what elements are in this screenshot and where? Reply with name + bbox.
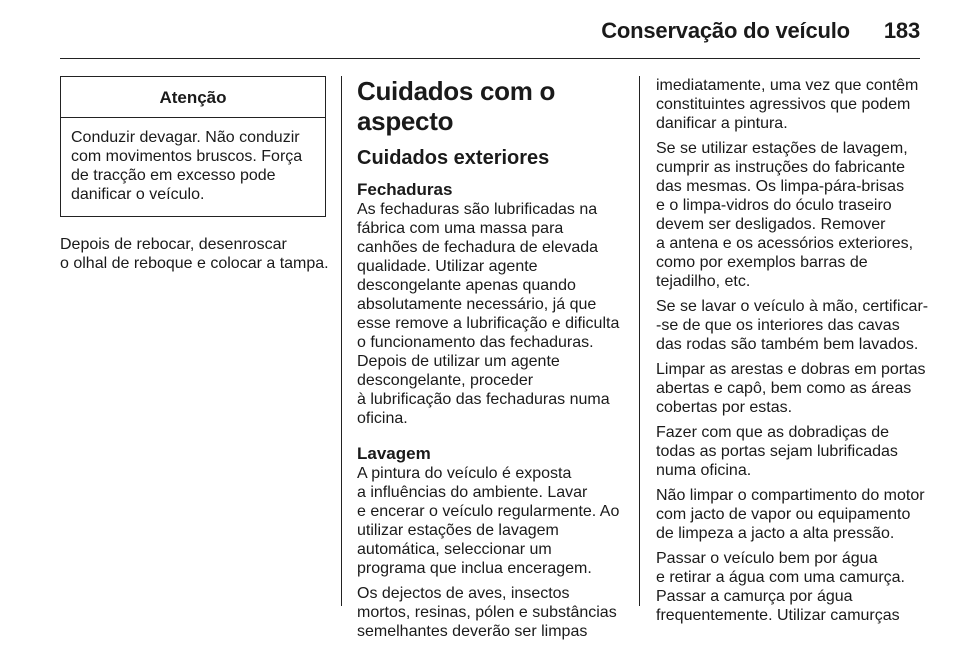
column-3 [656, 76, 929, 631]
warning-heading: Atenção [61, 77, 325, 118]
text-line: descongelante apenas quando [357, 277, 576, 294]
text-line: com jacto de vapor ou equipamento [656, 506, 911, 523]
paragraph-lavagem-2 [357, 584, 627, 641]
warning-box [60, 76, 326, 217]
text-line: Passar a camurça por água [656, 588, 853, 605]
paragraph-lavagem-1 [357, 464, 627, 578]
text-line: abertas e capô, bem como as áreas [656, 380, 912, 397]
text-line: qualidade. Utilizar agente [357, 258, 538, 275]
text-line: e retirar a água com uma camurça. [656, 569, 905, 586]
text-line: danificar o veículo. [71, 186, 205, 203]
text-line: -se de que os interiores das cavas [656, 317, 900, 334]
text-line: Limpar as arestas e dobras em portas [656, 361, 926, 378]
text-line: das mesmas. Os limpa-pára-brisas [656, 178, 905, 195]
section-title: Cuidados com o aspecto [357, 76, 556, 136]
text-line: Passar o veículo bem por água [656, 550, 878, 567]
text-line: a influências do ambiente. Lavar [357, 484, 588, 501]
header-divider [60, 58, 920, 59]
topic-heading-lavagem: Lavagem [357, 444, 431, 463]
paragraph [656, 423, 924, 480]
paragraph [656, 549, 924, 625]
text-line: numa oficina. [656, 462, 752, 479]
text-line: com movimentos bruscos. Força [71, 148, 303, 165]
subsection-title: Cuidados exteriores [357, 147, 550, 169]
text-line: descongelante, proceder [357, 372, 534, 389]
column-divider-2 [639, 76, 640, 606]
text-line: semelhantes deverão ser limpas [357, 623, 588, 640]
text-line: As fechaduras são lubrificadas na [357, 201, 598, 218]
paragraph [656, 360, 924, 417]
text-line: programa que inclua enceragem. [357, 560, 592, 577]
text-line: Os dejectos de aves, insectos [357, 585, 570, 602]
chapter-title: Conservação do veículo [601, 18, 850, 43]
text-line: oficina. [357, 410, 408, 427]
text-line: tejadilho, etc. [656, 273, 751, 290]
text-line: a antena e os acessórios exteriores, [656, 235, 914, 252]
paragraph [656, 486, 924, 543]
text-line: Se se utilizar estações de lavagem, [656, 140, 908, 157]
text-line: e encerar o veículo regularmente. Ao [357, 503, 620, 520]
text-line: e o limpa-vidros do óculo traseiro [656, 197, 892, 214]
text-line: Não limpar o compartimento do motor [656, 487, 925, 504]
text-line: utilizar estações de lavagem [357, 522, 559, 539]
text-line: absolutamente necessário, já que [357, 296, 597, 313]
text-line: como por exemplos barras de [656, 254, 868, 271]
text-line: frequentemente. Utilizar camurças [656, 607, 900, 624]
column-1 [60, 76, 329, 273]
paragraph-fechaduras [357, 200, 627, 428]
towing-note [60, 235, 329, 273]
page-header [601, 18, 920, 44]
text-line: Depois de rebocar, desenroscar [60, 236, 287, 253]
text-line: Conduzir devagar. Não conduzir [71, 129, 300, 146]
text-line: fábrica com uma massa para [357, 220, 564, 237]
paragraph [656, 76, 924, 133]
text-line: Depois de utilizar um agente [357, 353, 560, 370]
text-line: imediatamente, uma vez que contêm [656, 77, 919, 94]
column-divider-1 [341, 76, 342, 606]
text-line: Fazer com que as dobradiças de [656, 424, 890, 441]
text-line: esse remove a lubrificação e dificulta [357, 315, 620, 332]
text-line: todas as portas sejam lubrificadas [656, 443, 898, 460]
text-line: constituintes agressivos que podem [656, 96, 911, 113]
text-line: de limpeza a jacto a alta pressão. [656, 525, 895, 542]
paragraph [656, 297, 929, 354]
text-line: cobertas por estas. [656, 399, 793, 416]
text-line: Se se lavar o veículo à mão, certificar- [656, 298, 929, 315]
page-number: 183 [883, 18, 920, 43]
text-line: à lubrificação das fechaduras numa [357, 391, 610, 408]
text-line: canhões de fechadura de elevada [357, 239, 599, 256]
column-2 [357, 76, 627, 647]
topic-heading-fechaduras: Fechaduras [357, 180, 453, 199]
text-line: devem ser desligados. Remover [656, 216, 886, 233]
text-line: das rodas são também bem lavados. [656, 336, 919, 353]
text-line: automática, seleccionar um [357, 541, 552, 558]
text-line: danificar a pintura. [656, 115, 788, 132]
paragraph [656, 139, 924, 291]
text-line: de tracção em excesso pode [71, 167, 276, 184]
text-line: cumprir as instruções do fabricante [656, 159, 905, 176]
text-line: A pintura do veículo é exposta [357, 465, 572, 482]
text-line: mortos, resinas, pólen e substâncias [357, 604, 617, 621]
spacer [357, 434, 627, 444]
warning-text [61, 118, 325, 216]
text-line: o olhal de reboque e colocar a tampa. [60, 255, 329, 272]
text-line: o funcionamento das fechaduras. [357, 334, 594, 351]
